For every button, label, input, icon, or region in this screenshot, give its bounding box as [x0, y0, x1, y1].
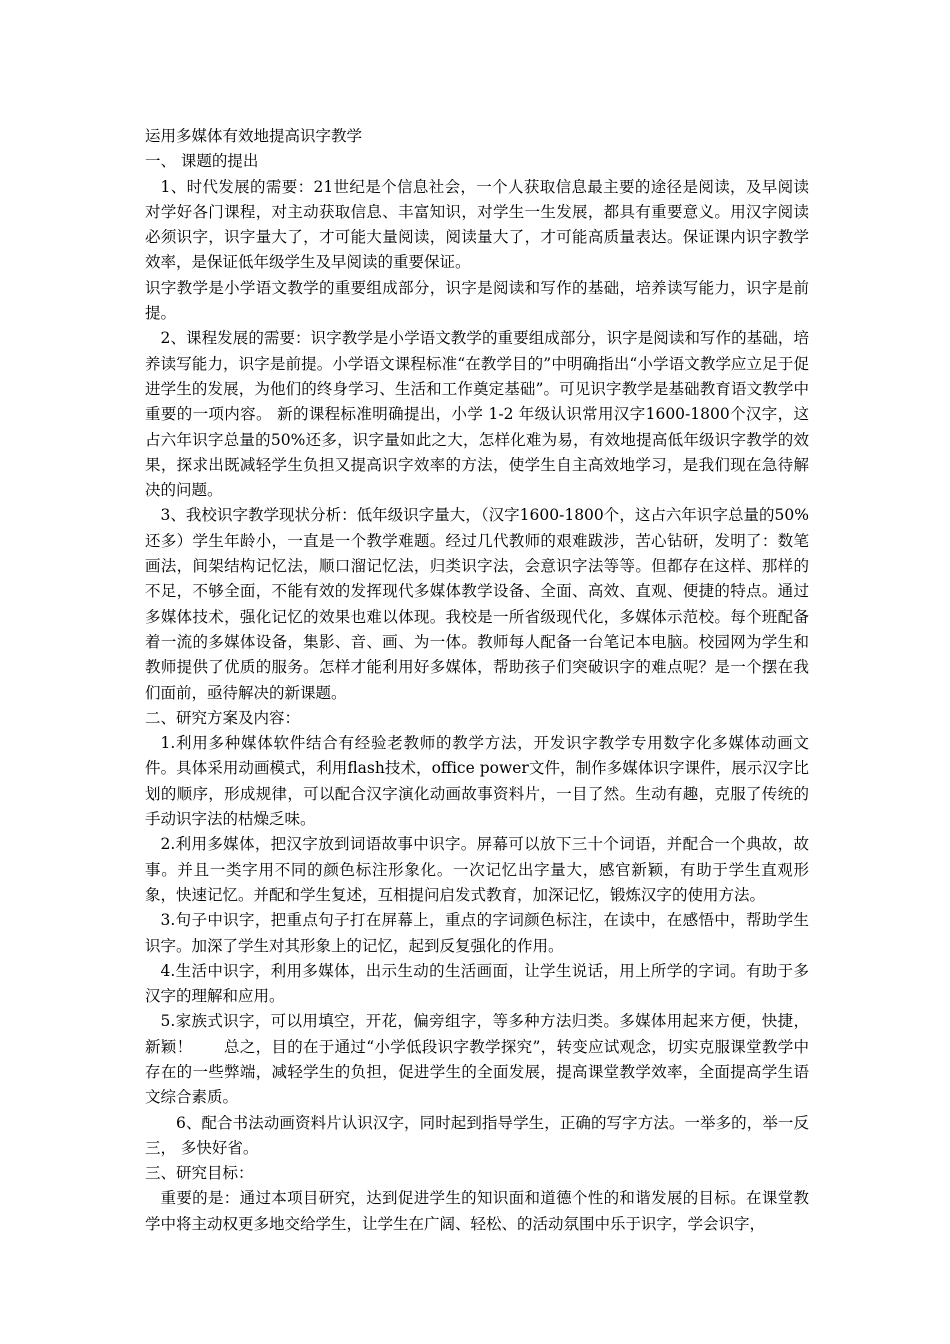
paragraph-2-3: 3.句子中识字，把重点句子打在屏幕上，重点的字词颜色标注，在读中，在感悟中，帮助学生识字。加深了学生对其形象上的记忆，起到反复强化的作用。 [145, 911, 809, 955]
paragraph-2-5: 5.家族式识字，可以用填空，开花，偏旁组字，等多种方法归类。多媒体用起来方便，快捷，新颖！ 总之，目的在于通过“小学低段识字教学探究”，转变应试观念，切实克服课堂教学中存在的一些弊端，减轻学生的负担，促进学生的全面发展，提高课堂教学效率，全面提高学生语文综合素质。 [145, 1012, 809, 1107]
document-title: 运用多媒体有效地提高识字教学 [145, 127, 363, 145]
document-body [145, 124, 809, 1237]
paragraph-2-4: 4.生活中识字，利用多媒体，出示生动的生活画面，让学生说话，用上所学的字词。有助于多汉字的理解和应用。 [145, 961, 809, 1006]
paragraph-2-1: 1.利用多种媒体软件结合有经验老教师的教学方法，开发识字教学专用数字化多媒体动画文件。具体采用动画模式，利用flash技术，office power文件，制作多媒体识字课件，展示汉字比划的顺序，形成规律，可以配合汉字演化动画故事资料片，一目了然。生动有趣，克服了传统的手动识字法的枯燥乏味。 [145, 734, 809, 829]
paragraph-3-1: 重要的是：通过本项目研究，达到促进学生的知识面和道德个性的和谐发展的目标。在课堂教学中将主动权更多地交给学生，让学生在广阔、轻松、的活动氛围中乐于识字，学会识字， [145, 1189, 809, 1233]
paragraph-1-3: 2、课程发展的需要：识字教学是小学语文教学的重要组成部分，识字是阅读和写作的基础，培养读写能力，识字是前提。小学语文课程标准“在教学目的”中明确指出“小学语文教学应立足于促进学生的发展，为他们的终身学习、生活和工作奠定基础”。可见识字教学是基础教育语文教学中重要的一项内容。 新的课程标准明确提出，小学 1-2 年级认识常用汉字1600-1800个汉字，这占六年识字总量的50%还多，识字量如此之大，怎样化难为易，有效地提高低年级识字教学的效果，探求出既减轻学生负担又提高识字效率的方法，使学生自主高效地学习，是我们现在急待解决的问题。 [145, 329, 809, 500]
section-heading-3: 三、研究目标： [145, 1164, 254, 1183]
paragraph-2-2: 2.利用多媒体，把汉字放到词语故事中识字。屏幕可以放下三十个词语，并配合一个典故，故事。并且一类字用不同的颜色标注形象化。一次记忆出字量大，感官新颖，有助于学生直观形象，快速记忆。并配和学生复述，互相提问启发式教育，加深记忆，锻炼汉字的使用方法。 [145, 835, 809, 904]
section-heading-2: 二、研究方案及内容： [145, 708, 301, 727]
section-heading-1: 一、 课题的提出 [145, 152, 259, 171]
paragraph-1-1: 1、时代发展的需要：21世纪是个信息社会，一个人获取信息最主要的途径是阅读，及早阅读对学好各门课程，对主动获取信息、丰富知识，对学生一生发展，都具有重要意义。用汉字阅读必须识字，识字量大了，才可能大量阅读，阅读量大了，才可能高质量表达。保证课内识字教学效率，是保证低年级学生及早阅读的重要保证。 [145, 177, 809, 272]
paragraph-1-4: 3、我校识字教学现状分析：低年级识字量大，（汉字1600-1800个，这占六年识字总量的50%还多）学生年龄小，一直是一个教学难题。经过几代教师的艰难跋涉，苦心钻研，发明了：数笔画法，间架结构记忆法，顺口溜记忆法，归类识字法，会意识字法等等。但都存在这样、那样的不足，不够全面，不能有效的发挥现代多媒体教学设备、全面、高效、直观、便捷的特点。通过多媒体技术，强化记忆的效果也难以体现。我校是一所省级现代化，多媒体示范校。每个班配备着一流的多媒体设备，集影、音、画、为一体。教师每人配备一台笔记本电脑。校园网为学生和教师提供了优质的服务。怎样才能利用好多媒体，帮助孩子们突破识字的难点呢？是一个摆在我们面前，亟待解决的新课题。 [145, 506, 809, 702]
paragraph-2-6: 6、配合书法动画资料片认识汉字，同时起到指导学生，正确的写字方法。一举多的，举一反三， 多快好省。 [145, 1113, 809, 1157]
paragraph-1-2: 识字教学是小学语文教学的重要组成部分，识字是阅读和写作的基础，培养读写能力，识字是前提。 [145, 278, 809, 323]
